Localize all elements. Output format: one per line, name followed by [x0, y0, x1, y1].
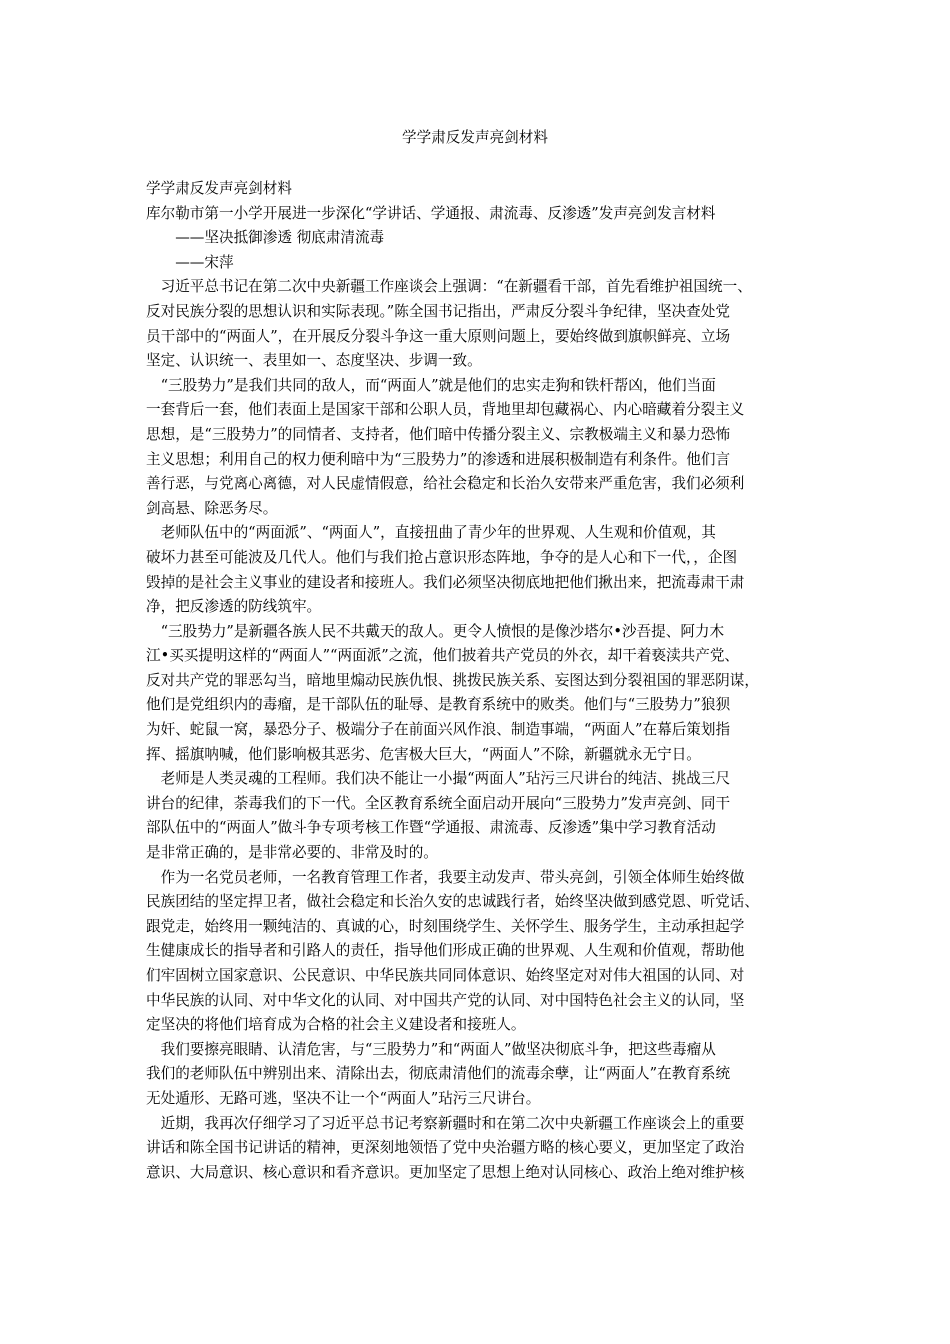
text-line: 习近平总书记在第二次中央新疆工作座谈会上强调：“在新疆看干部，首先看维护祖国统一、 — [146, 278, 752, 296]
text-line: 民族团结的坚定捍卫者，做社会稳定和长治久安的忠诚践行者，始终坚决做到感党恩、听党话、 — [146, 893, 759, 911]
text-line: 江•买买提明这样的“两面人”“两面派”之流，他们披着共产党员的外衣，却干着亵渎共产党、 — [146, 647, 740, 665]
text-line: 老师队伍中的“两面派”、“两面人”，直接扭曲了青少年的世界观、人生观和价值观，其 — [146, 524, 716, 542]
text-line: 老师是人类灵魂的工程师。我们决不能让一小撮“两面人”玷污三尺讲台的纯洁、挑战三尺 — [146, 770, 731, 788]
text-line: 定坚决的将他们培育成为合格的社会主义建设者和接班人。 — [146, 1016, 526, 1034]
text-line: 剑高悬、除恶务尽。 — [146, 499, 278, 517]
text-line: 反对共产党的罪恶勾当，暗地里煽动民族仇恨、挑拨民族关系、妄图达到分裂祖国的罪恶阴谋， — [146, 671, 759, 689]
text-line: 生健康成长的指导者和引路人的责任，指导他们形成正确的世界观、人生观和价值观，帮助他 — [146, 942, 745, 960]
text-line: 他们是党组织内的毒瘤，是干部队伍的耻辱、是教育系统中的败类。他们与“三股势力”狼狈 — [146, 696, 731, 714]
text-line: 思想，是“三股势力”的同情者、支持者，他们暗中传播分裂主义、宗教极端主义和暴力恐怖 — [146, 425, 731, 443]
text-line: 主义思想；利用自己的权力便利暗中为“三股势力”的渗透和进展积极制造有利条件。他们言 — [146, 450, 731, 468]
text-line: 学学肃反发声亮剑材料 — [146, 180, 292, 197]
text-line: 毁掉的是社会主义事业的建设者和接班人。我们必须坚决彻底地把他们揪出来，把流毒肃干肃 — [146, 573, 745, 591]
text-line: 意识、大局意识、核心意识和看齐意识。更加坚定了思想上绝对认同核心、政治上绝对维护核 — [146, 1163, 745, 1181]
text-line: ——宋萍 — [146, 253, 234, 271]
document-body — [146, 177, 806, 1185]
text-line: 我们要擦亮眼睛、认清危害，与“三股势力”和“两面人”做坚决彻底斗争，把这些毒瘤从 — [146, 1040, 716, 1058]
text-line: 破坏力甚至可能波及几代人。他们与我们抢占意识形态阵地，争夺的是人心和下一代，，企图 — [146, 548, 738, 566]
text-line: 净，把反渗透的防线筑牢。 — [146, 598, 322, 616]
text-line: 跟党走，始终用一颗纯洁的、真诚的心，时刻围绕学生、关怀学生、服务学生，主动承担起学 — [146, 917, 745, 935]
text-line: 近期，我再次仔细学习了习近平总书记考察新疆时和在第二次中央新疆工作座谈会上的重要 — [146, 1114, 745, 1132]
text-line: 员干部中的“两面人”，在开展反分裂斗争这一重大原则问题上，要始终做到旗帜鲜亮、立场 — [146, 327, 731, 345]
text-line: 坚定、认识统一、表里如一、态度坚决、步调一致。 — [146, 352, 482, 370]
text-line: 中华民族的认同、对中华文化的认同、对中国共产党的认同、对中国特色社会主义的认同，坚 — [146, 991, 745, 1009]
text-line: “三股势力”是新疆各族人民不共戴天的敌人。更令人愤恨的是像沙塔尔•沙吾提、阿力木 — [146, 622, 725, 640]
text-line: 讲话和陈全国书记讲话的精神，更深刻地领悟了党中央治疆方略的核心要义，更加坚定了政治 — [146, 1139, 745, 1157]
text-line: 作为一名党员老师，一名教育管理工作者，我要主动发声、带头亮剑，引领全体师生始终做 — [146, 868, 745, 886]
text-line: 库尔勒市第一小学开展进一步深化“学讲话、学通报、肃流毒、反渗透”发声亮剑发言材料 — [146, 204, 716, 222]
text-line: 部队伍中的“两面人”做斗争专项考核工作暨“学通报、肃流毒、反渗透”集中学习教育活动 — [146, 819, 716, 837]
text-line: 一套背后一套，他们表面上是国家干部和公职人员，背地里却包藏祸心、内心暗藏着分裂主义 — [146, 401, 745, 419]
text-line: 无处遁形、无路可逃，坚决不让一个“两面人”玷污三尺讲台。 — [146, 1089, 541, 1107]
text-line: 们牢固树立国家意识、公民意识、中华民族共同同体意识、始终坚定对对伟大祖国的认同、对 — [146, 967, 745, 984]
text-line: 讲台的纪律，荼毒我们的下一代。全区教育系统全面启动开展向“三股势力”发声亮剑、同干 — [146, 794, 731, 812]
text-line: 是非常正确的，是非常必要的、非常及时的。 — [146, 844, 438, 862]
text-line: ——坚决抵御渗透 彻底肃清流毒 — [146, 229, 385, 247]
document-title: 学学肃反发声亮剑材料 — [402, 129, 548, 146]
text-line: 善行恶，与党离心离德，对人民虚情假意，给社会稳定和长治久安带来严重危害，我们必须利 — [146, 475, 745, 493]
text-line: 反对民族分裂的思想认识和实际表现。”陈全国书记指出，严肃反分裂斗争纪律，坚决查处党 — [146, 302, 730, 320]
text-line: 挥、摇旗呐喊，他们影响极其恶劣、危害极大巨大，“两面人”不除，新疆就永无宁日。 — [146, 745, 701, 763]
text-line: “三股势力”是我们共同的敌人，而“两面人”就是他们的忠实走狗和铁杆帮凶，他们当面 — [146, 376, 716, 394]
text-line: 我们的老师队伍中辨别出来、清除出去，彻底肃清他们的流毒余孽，让“两面人”在教育系统 — [146, 1065, 731, 1083]
text-line: 为奸、蛇鼠一窝，暴恐分子、极端分子在前面兴风作浪、制造事端，“两面人”在幕后策划指 — [146, 721, 731, 739]
